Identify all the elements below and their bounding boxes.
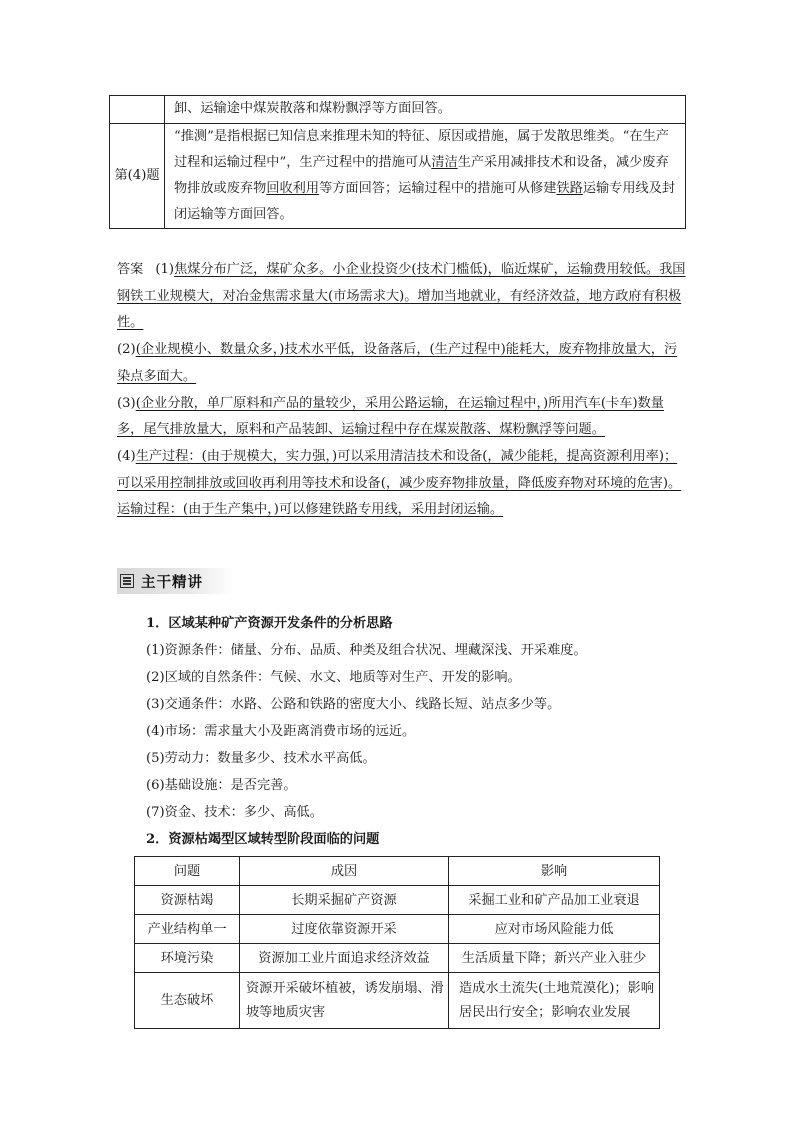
table-cell: 生态破坏 <box>135 973 240 1029</box>
answer-text: 焦煤分布广泛，煤矿众多。小企业投资少(技术门槛低)，临近煤矿，运输费用较低。我国钢铁工业规模大，对冶金焦需求量大(市场需求大)。增加当地就业，有经济效益，地方政府有积极性。 <box>117 262 686 331</box>
underlined-keyword: 清洁 <box>431 155 458 170</box>
answer-paragraph-3 <box>117 391 689 444</box>
list-item: (1)资源条件：储量、分布、品质、种类及组合状况、埋藏深浅、开采难度。 <box>146 643 587 658</box>
list-item: (7)资金、技术：多少、高低。 <box>146 805 323 820</box>
table-row <box>110 124 686 229</box>
section-marker-icon <box>120 574 134 588</box>
problems-table <box>134 856 660 1029</box>
section-title: 主干精讲 <box>141 574 203 591</box>
row-label <box>110 96 165 124</box>
table-cell: 应对市场风险能力低 <box>449 915 660 944</box>
text-segment: 运输专用线及封闭运输等方面回答。 <box>174 181 676 222</box>
text-segment: 等方面回答；运输过程中的措施可从修建 <box>319 181 557 196</box>
answer-text: (企业分散，单厂原料和产品的量较少，采用公路运输，在运输过程中，)所用汽车(卡车)数量多，尾气排放量大，原料和产品装卸、运输过程中存在煤炭散落、煤粉飘浮等问题。 <box>117 395 664 438</box>
underlined-keyword: 铁路 <box>556 181 583 196</box>
text-segment: 生产采用减排技术和设备，减少废弃物排放或废弃物 <box>174 155 669 196</box>
table-cell: 产业结构单一 <box>135 915 240 944</box>
table-cell: 长期采掘矿产资源 <box>240 886 449 915</box>
table-row <box>135 886 660 915</box>
table-header-row <box>135 857 660 886</box>
column-header: 问题 <box>135 857 240 886</box>
table-row <box>135 944 660 973</box>
table-row <box>135 973 660 1029</box>
answer-paragraph-1 <box>117 257 689 337</box>
column-header: 影响 <box>449 857 660 886</box>
point-heading: 2．资源枯竭型区域转型阶段面临的问题 <box>146 832 380 847</box>
list-item: (4)市场：需求量大小及距离消费市场的远近。 <box>146 724 416 739</box>
list-item: (3)交通条件：水路、公路和铁路的密度大小、线路长短、站点多少等。 <box>146 697 561 712</box>
row-label: 第(4)题 <box>110 124 165 229</box>
analysis-table <box>109 95 686 229</box>
answer-text: 运输过程：(由于生产集中，)可以修建铁路专用线，采用封闭运输。 <box>117 502 504 518</box>
table-cell: 环境污染 <box>135 944 240 973</box>
answer-paragraph-2 <box>117 337 689 390</box>
answer-paragraph-5 <box>117 497 689 524</box>
table-cell: 生活质量下降；新兴产业入驻少 <box>449 944 660 973</box>
answer-block <box>117 257 689 524</box>
table-row <box>110 96 686 124</box>
table-cell: 资源枯竭 <box>135 886 240 915</box>
list-item: (5)劳动力：数量多少、技术水平高低。 <box>146 751 376 766</box>
table-cell: 资源开采破坏植被，诱发崩塌、滑坡等地质灾害 <box>240 973 449 1029</box>
text-segment: “推测”是指根据已知信息来推理未知的特征、原因或措施，属于发散思维类。“在生产过程和运输过程中”，生产过程中的措施可从 <box>174 129 669 170</box>
row-text: 卸、运输途中煤炭散落和煤粉飘浮等方面回答。 <box>165 96 686 124</box>
table-cell: 资源加工业片面追求经济效益 <box>240 944 449 973</box>
point-heading: 1．区域某种矿产资源开发条件的分析思路 <box>146 616 393 631</box>
list-item: (6)基础设施：是否完善。 <box>146 778 297 793</box>
row-text <box>165 124 686 229</box>
answer-text: 生产过程：(由于规模大，实力强，)可以采用清洁技术和设备(，减少能耗，提高资源利用率)；可以采用控制排放或回收再利用等技术和设备(，减少废弃物排放量，降低废弃物对环境的危害)。 <box>117 448 682 491</box>
section-header <box>117 568 235 594</box>
table-cell: 造成水土流失(土地荒漠化)；影响居民出行安全；影响农业发展 <box>449 973 660 1029</box>
item-number: (2) <box>117 342 136 358</box>
answer-label: 答案 <box>117 262 144 277</box>
item-number: (4) <box>117 448 136 464</box>
list-item: (2)区域的自然条件：气候、水文、地质等对生产、开发的影响。 <box>146 670 521 685</box>
table-row <box>135 915 660 944</box>
item-number: (3) <box>117 395 136 411</box>
item-number: (1) <box>155 262 175 277</box>
column-header: 成因 <box>240 857 449 886</box>
table-cell: 采掘工业和矿产品加工业衰退 <box>449 886 660 915</box>
key-points <box>146 610 706 853</box>
table-cell: 过度依靠资源开采 <box>240 915 449 944</box>
answer-text: (企业规模小、数量众多，)技术水平低，设备落后，(生产过程中)能耗大，废弃物排放量大，污染点多面大。 <box>117 342 678 384</box>
underlined-keyword: 回收利用 <box>266 181 320 196</box>
answer-paragraph-4 <box>117 444 689 497</box>
